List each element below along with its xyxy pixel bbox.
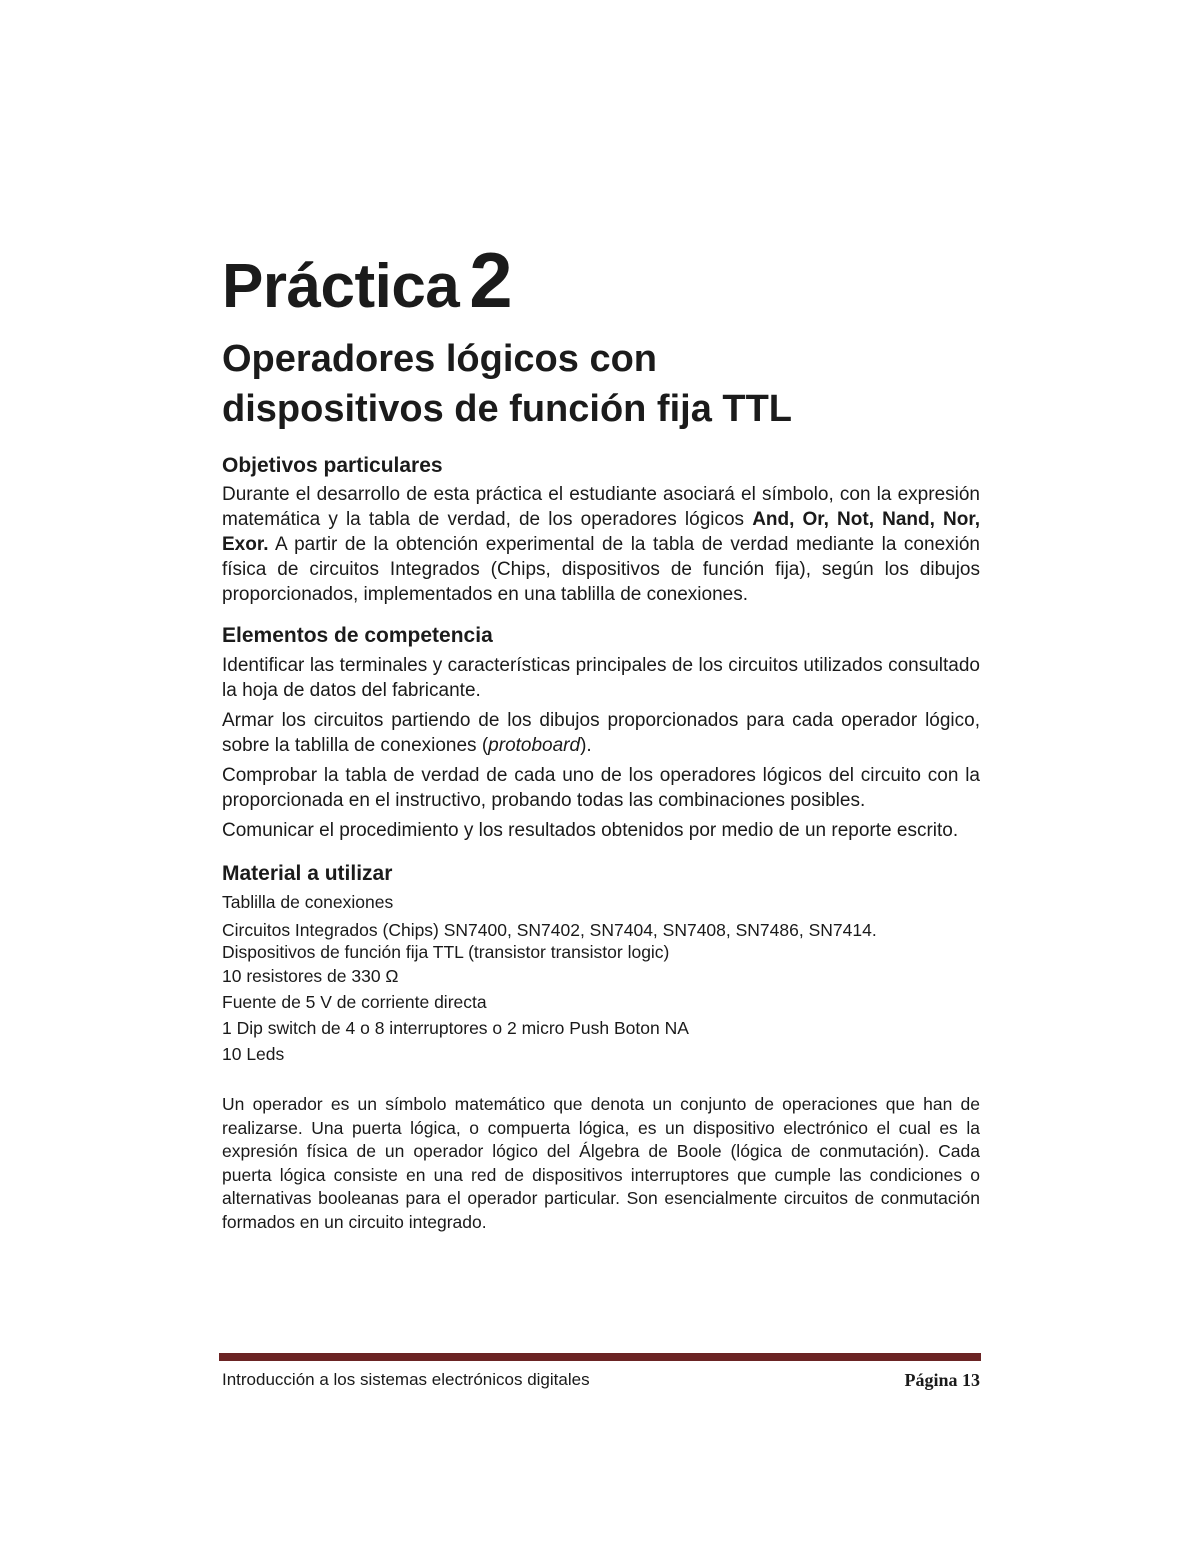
objectives-text-1: Durante el desarrollo de esta práctica el estudiante asociará el símbolo, con la expresión matemática y la tabla de verdad, de los operadores lógicos: [222, 484, 980, 530]
competency-item: Comunicar el procedimiento y los resultados obtenidos por medio de un reporte escrito.: [222, 820, 959, 841]
materials-list: [222, 889, 980, 1067]
chapter-word: Práctica: [222, 252, 460, 321]
competency-item: [222, 708, 980, 758]
competency-item: Comprobar la tabla de verdad de cada uno de los operadores lógicos del circuito con la proporcionada en el instructivo, probando todas las combinaciones posibles.: [222, 765, 980, 811]
page-number: Página 13: [904, 1369, 980, 1390]
material-item: 1 Dip switch de 4 o 8 interruptores o 2 micro Push Boton NA: [222, 1018, 689, 1038]
material-item: Circuitos Integrados (Chips) SN7400, SN7402, SN7404, SN7408, SN7486, SN7414.: [222, 920, 877, 940]
material-item: Tablilla de conexiones: [222, 892, 394, 912]
competency-emphasis: protoboard: [488, 735, 581, 756]
page-footer: [222, 1367, 980, 1393]
competencies-heading: Elementos de competencia: [222, 624, 493, 647]
page-title: [222, 334, 980, 434]
page-content: [222, 236, 980, 1234]
material-item: Fuente de 5 V de corriente directa: [222, 992, 487, 1012]
objectives-paragraph: [222, 482, 980, 607]
material-item: 10 resistores de 330 Ω: [222, 966, 399, 986]
closing-paragraph: Un operador es un símbolo matemático que denota un conjunto de operaciones que han de realizarse. Una puerta lógica, o compuerta lógica, es un dispositivo electrónico el cual es la expresión física de un operador lógico del Álgebra de Boole (lógica de conmutación). Cada puerta lógica consiste en una red de dispositivos interruptores que cumple las condiciones o alternativas booleanas para el operador particular. Son esencialmente circuitos de conmutación formados en un circuito integrado.: [222, 1094, 980, 1232]
competency-item: Identificar las terminales y características principales de los circuitos utilizados consultado la hoja de datos del fabricante.: [222, 655, 980, 701]
objectives-heading: Objetivos particulares: [222, 454, 443, 477]
competencies-list: [222, 653, 980, 843]
material-item: Dispositivos de función fija TTL (transistor transistor logic): [222, 942, 670, 962]
chapter-heading: [222, 236, 980, 324]
materials-heading: Material a utilizar: [222, 862, 393, 885]
competency-text: ).: [580, 735, 592, 756]
objectives-text-2: A partir de la obtención experimental de la tabla de verdad mediante la conexión física de circuitos Integrados (Chips, dispositivos de función fija), según los dibujos proporcionados, implementados en una tablilla de conexiones.: [222, 534, 980, 605]
chapter-number: 2: [469, 236, 513, 324]
footer-book-title: Introducción a los sistemas electrónicos digitales: [222, 1370, 590, 1389]
competency-text: Armar los circuitos partiendo de los dibujos proporcionados para cada operador lógico, sobre la tablilla de conexiones (: [222, 710, 980, 756]
footer-rule: [219, 1353, 981, 1361]
material-item: 10 Leds: [222, 1044, 285, 1064]
title-line-2: dispositivos de función fija TTL: [222, 388, 793, 430]
objectives-operators: And, Or, Not, Nand, Nor, Exor.: [222, 509, 980, 555]
title-line-1: Operadores lógicos con: [222, 338, 657, 380]
